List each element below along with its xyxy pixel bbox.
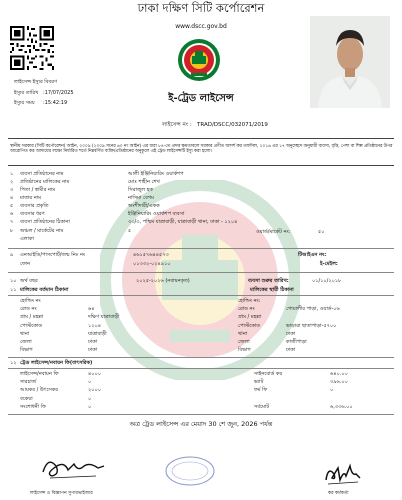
field-label: ব্যবসার প্রকৃতি [20,203,49,209]
email-label: ই-মেইল: [320,261,338,267]
address-value: ঢাকা [88,347,98,354]
fee-label: ভ্যাট [254,379,264,386]
tax-officer-title: কর কর্মকর্তা [328,491,349,496]
fee-label: ফর্ম ফি [254,387,268,394]
address-value: ৬৪ [88,306,95,313]
field-label: অঞ্চল / মার্কেটের নাম [20,228,64,234]
fee-label: বকেয়া [20,395,33,402]
tax-officer-signature [322,458,364,488]
fees-heading: ট্রেড লাইসেন্স/নবায়ন ফি(বাৎসরিক) [20,360,93,366]
address-label: গ্রাম / মহল্লা [238,314,262,321]
field-number: ৫ [10,203,14,209]
license-number: TRAD/DSCC/032071/2019 [197,122,268,128]
supervisor-title: লাইসেন্স ও বিজ্ঞাপন সুপারভাইজার [30,491,93,496]
address-value: দক্ষিণ যাত্রাবাড়ী [88,314,120,321]
address-value: ১২০৪ [88,322,101,329]
address-label: জেলা [238,339,250,345]
start-date-label: ব্যবসা শুরুর তারিখ: [248,278,289,284]
address-value: কাজীপাড়া [286,339,307,345]
current-address-heading: মালিকের বর্তমান ঠিকানা [20,287,69,293]
address-value: যাত্রাবাড়ী [88,330,107,337]
fee-value: ০ [330,387,334,394]
issue-section-label: লাইসেন্স ইস্যুর বিবরণ [14,79,58,85]
field-label: ব্যবসা প্রতিষ্ঠানের নাম [20,171,64,177]
address-label: গ্রাম / মহল্লা [20,314,44,321]
field-value: ৫ [128,228,132,234]
nid-no: ৯ [10,252,14,258]
field-number: ৪ [10,195,14,201]
fee-value: ০ [88,395,92,402]
address-label: থানা [20,330,30,337]
field-value: ইঞ্জিনিয়ারিং ওয়ার্কশপ ব্যবসা [128,211,185,217]
divider [8,414,394,415]
fee-label: সংশোধনী ফি [20,403,46,410]
phone-value: ০১৩৩২-০২৪৯১০ [133,261,171,267]
fee-value: ৬৪০.০০ [330,371,348,377]
address-no: ১১ [10,287,17,293]
address-value: ঢাকা [286,347,296,354]
phone-label: ফোন [20,261,31,267]
fee-value: ২০০০ [88,387,102,394]
fee-value: ৬,৩৩৬.০০ [330,403,353,410]
address-value: ভাড়ারা ছাতাপাড়া-৫৭০০ [286,322,337,329]
divider [8,248,394,249]
field-label: মাতার নাম [20,195,41,201]
address-label: বিভাগ [238,347,251,354]
address-value: ঢাকা [286,330,296,337]
address-label: হোল্ডিং নং [20,298,41,304]
divider [8,295,394,296]
divider [8,138,394,139]
nid-value: ৪৬১৫৭৬৪৪৫৭৩ [133,252,169,258]
divider [8,272,394,273]
field-value: সিরাজুল হক [128,187,153,193]
fiscal-value: ২০২৫-২০২৬ (নবায়নকৃত) [136,278,190,284]
divider [8,165,394,166]
ward-label: ওয়ার্ড/মার্কেট নং: [256,229,291,235]
field-label: ব্যবসার ধরণ [20,211,45,217]
organization-title: ঢাকা দক্ষিণ সিটি কর্পোরেশন [137,1,265,15]
start-date-value: ০১/১০/২০১৮ [312,278,342,284]
address-value: গোয়ালীর পাড়া, ওয়ার্ড-০৬ [286,306,340,313]
fee-value: ৩৯৬.০০ [330,379,348,386]
field-number: ৭ [10,219,14,225]
field-number: ৮ [10,228,14,234]
field-number: ১ [10,171,14,177]
fee-label: সাইনবোর্ড কর [254,371,283,377]
qr-code [10,26,54,70]
fee-label: লাইসেন্স/নবায়ন ফি [20,371,59,377]
fee-label: সর্বমোট [254,403,270,410]
office-stamp [163,454,217,488]
field-number: ৬ [10,211,14,217]
supervisor-signature [38,452,108,482]
issue-time-label: ইস্যুর সময় [14,100,35,106]
divider [8,357,394,358]
address-label: জেলা [20,339,32,345]
address-label: থানা [238,330,248,337]
issue-date-value: :17/07/2025 [43,90,74,96]
tin-label: টিআইএন নং: [298,252,327,258]
field-number: ৩ [10,187,14,193]
issue-time-value: :15:42:19 [43,100,68,106]
field-label: প্রতিষ্ঠানের মালিকের নাম [20,179,70,185]
fee-value: ৪০০০ [88,371,101,377]
license-number-label: লাইসেন্স নং : [162,122,192,128]
fee-value: ০ [88,379,92,386]
legal-notice: স্থানীয় সরকার (সিটি কর্পোরেশন) আইন, ২০০৯ (২০০৯ সনের ৬০ নং আইন) এর ধারা ৮৪-তে প্রদত্ত ক্ষমতাবলে সরকার প্রণীত আদর্শ কর তফসিল, ২০১৬ এর ১৭ অনুচ্ছেদে অনুযায়ী ব্যবসা, বৃত্তি, পেশা বা শিল্প প্রতিষ্ঠানের উপর আরোপিত কর আদায়ের লক্ষ্যে নির্ধারিত শর্তে নিম্নবর্ণিত ব্যক্তি/প্রতিষ্ঠানের অনুকূলে এই ট্রেড লাইসেন্সটি ইস্যু করা হলো। [10,144,393,155]
website-link[interactable]: www.dscc.gov.bd [175,23,227,30]
issue-date-label: ইস্যুর তারিখ [14,90,39,96]
validity-statement: অত্র ট্রেড লাইসেন্স এর মেয়াদ 30 শে জুন, 2026 পর্যন্ত [129,420,273,428]
field-label: পিতা / স্বামীর নাম [20,187,56,193]
nid-label: এনআইডি/পাসপোর্ট/জন্ম নিঃ নং [20,252,86,258]
field-value: ৩৩/৩, পশ্চিম যাত্রাবাড়ী, যাত্রাবাড়ী থানা, ঢাকা - ১২০৪ [128,219,238,225]
ward-value: ৫০ [318,229,325,235]
fee-label: আয়কর / উৎসেকর [20,387,59,394]
fees-no: ১২ [10,360,17,366]
field-value: নাসিমা বেগম [128,195,154,201]
permanent-address-heading: মালিকের স্থায়ী ঠিকানা [250,287,294,293]
fee-value: ০ [88,403,92,410]
fiscal-no: ১০ [10,278,17,284]
divider [8,368,394,369]
field-value: অংশীদারী/একক [128,203,160,209]
address-label: পোস্টকোড [238,322,261,329]
field-value: মোঃ শাহীন শেখ [128,179,160,185]
field-value: আলী ইঞ্জিনিয়ারিং ওয়ার্কশপ [128,171,184,177]
address-label: রোড নং [238,306,255,313]
field-label: ব্যবসা প্রতিষ্ঠানের ঠিকানা [20,219,70,225]
address-label: হোল্ডিং নং: [238,298,261,304]
address-label: বিভাগ [20,347,33,354]
fiscal-label: অর্থ বছর [20,278,38,284]
field-label: এলাকা [20,236,34,242]
field-number: ২ [10,179,14,185]
dscc-seal-logo [177,37,221,83]
certificate-title: ই-ট্রেড লাইসেন্স [168,93,234,104]
fee-label: সারচার্জ [20,379,37,386]
address-label: পোস্টকোড [20,322,43,329]
address-label: রোড নং [20,306,37,313]
address-value: ঢাকা [88,339,98,345]
